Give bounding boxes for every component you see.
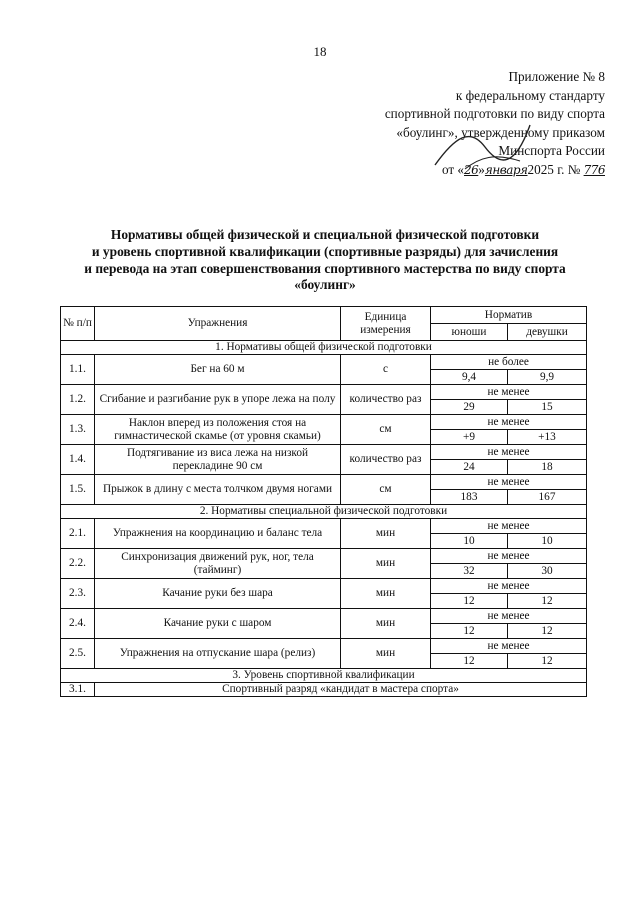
- norm-condition: не менее: [431, 519, 587, 534]
- exercise-name: Качание руки с шаром: [95, 609, 341, 639]
- unit-cell: количество раз: [341, 385, 431, 415]
- unit-cell: с: [341, 355, 431, 385]
- date-month: января: [484, 162, 528, 177]
- table-row: [61, 355, 587, 370]
- document-title: [40, 227, 610, 294]
- unit-cell: количество раз: [341, 445, 431, 475]
- girls-value: 30: [508, 564, 587, 579]
- date-prefix: от «: [441, 161, 465, 177]
- date-mid: »: [478, 161, 485, 177]
- qualification-text: Спортивный разряд «кандидат в мастера спорта»: [95, 683, 587, 697]
- date-day: 26: [464, 162, 479, 177]
- table-row: [61, 683, 587, 697]
- section-row: [61, 669, 587, 683]
- boys-value: 12: [431, 594, 508, 609]
- row-number: 1.5.: [61, 475, 95, 505]
- table-row: [61, 415, 587, 430]
- norm-condition: не менее: [431, 415, 587, 430]
- row-number: 3.1.: [61, 683, 95, 697]
- unit-cell: мин: [341, 549, 431, 579]
- unit-cell: мин: [341, 579, 431, 609]
- annex-line-3: спортивной подготовки по виду спорта: [384, 106, 605, 121]
- unit-cell: см: [341, 415, 431, 445]
- section-row: [61, 505, 587, 519]
- exercise-name: Бег на 60 м: [95, 355, 341, 385]
- boys-value: +9: [431, 430, 508, 445]
- boys-value: 9,4: [431, 370, 508, 385]
- row-number: 2.4.: [61, 609, 95, 639]
- row-number: 1.2.: [61, 385, 95, 415]
- girls-value: 167: [508, 490, 587, 505]
- norm-condition: не менее: [431, 639, 587, 654]
- row-number: 2.3.: [61, 579, 95, 609]
- exercise-name: Упражнения на отпускание шара (релиз): [95, 639, 341, 669]
- row-number: 2.1.: [61, 519, 95, 549]
- norm-condition: не менее: [431, 579, 587, 594]
- annex-header: [305, 68, 605, 179]
- girls-value: 9,9: [508, 370, 587, 385]
- section-title: 2. Нормативы специальной физической подготовки: [61, 505, 587, 519]
- title-line-3: и перевода на этап совершенствования спортивного мастерства по виду спорта: [84, 260, 566, 276]
- norms-table: [60, 306, 587, 697]
- exercise-name: Синхронизация движений рук, ног, тела (тайминг): [95, 549, 341, 579]
- annex-line-2: к федеральному стандарту: [455, 87, 605, 103]
- exercise-name: Упражнения на координацию и баланс тела: [95, 519, 341, 549]
- norm-condition: не менее: [431, 445, 587, 460]
- row-number: 1.1.: [61, 355, 95, 385]
- exercise-name: Прыжок в длину с места толчком двумя ногами: [95, 475, 341, 505]
- page-number: 18: [313, 44, 327, 59]
- header-girls: девушки: [508, 324, 587, 341]
- annex-line-5: Минспорта России: [498, 143, 605, 158]
- girls-value: 18: [508, 460, 587, 475]
- annex-line-4: «боулинг», утвержденному приказом: [396, 124, 605, 140]
- row-number: 2.2.: [61, 549, 95, 579]
- norm-condition: не менее: [431, 385, 587, 400]
- boys-value: 183: [431, 490, 508, 505]
- header-num: № п/п: [61, 307, 95, 341]
- title-line-2: и уровень спортивной квалификации (спортивные разряды) для зачисления: [91, 243, 559, 259]
- date-number: 776: [583, 162, 605, 177]
- section-row: [61, 341, 587, 355]
- header-norm: Норматив: [431, 307, 587, 324]
- girls-value: +13: [508, 430, 587, 445]
- boys-value: 32: [431, 564, 508, 579]
- norm-condition: не менее: [431, 609, 587, 624]
- table-row: [61, 639, 587, 654]
- section-title: 1. Нормативы общей физической подготовки: [61, 341, 587, 355]
- header-boys: юноши: [431, 324, 508, 341]
- boys-value: 10: [431, 534, 508, 549]
- table-row: [61, 609, 587, 624]
- girls-value: 12: [508, 624, 587, 639]
- norm-condition: не менее: [431, 549, 587, 564]
- date-year: 2025 г. №: [527, 161, 581, 177]
- exercise-name: Сгибание и разгибание рук в упоре лежа на полу: [95, 385, 341, 415]
- row-number: 1.3.: [61, 415, 95, 445]
- unit-cell: мин: [341, 519, 431, 549]
- header-exercise: Упражнения: [95, 307, 341, 341]
- table-row: [61, 385, 587, 400]
- annex-line-1: Приложение № 8: [508, 69, 605, 84]
- unit-cell: мин: [341, 639, 431, 669]
- girls-value: 12: [508, 594, 587, 609]
- table-row: [61, 579, 587, 594]
- row-number: 2.5.: [61, 639, 95, 669]
- girls-value: 15: [508, 400, 587, 415]
- section-title: 3. Уровень спортивной квалификации: [61, 669, 587, 683]
- header-unit: Единица измерения: [341, 307, 431, 341]
- unit-cell: мин: [341, 609, 431, 639]
- row-number: 1.4.: [61, 445, 95, 475]
- norm-condition: не более: [431, 355, 587, 370]
- boys-value: 24: [431, 460, 508, 475]
- norm-condition: не менее: [431, 475, 587, 490]
- table-row: [61, 519, 587, 534]
- table-row: [61, 475, 587, 490]
- annex-date-line: [305, 161, 605, 180]
- unit-cell: см: [341, 475, 431, 505]
- exercise-name: Наклон вперед из положения стоя на гимнастической скамье (от уровня скамьи): [95, 415, 341, 445]
- boys-value: 12: [431, 654, 508, 669]
- title-line-1: Нормативы общей физической и специальной физической подготовки: [110, 227, 540, 242]
- boys-value: 12: [431, 624, 508, 639]
- girls-value: 12: [508, 654, 587, 669]
- girls-value: 10: [508, 534, 587, 549]
- table-row: [61, 445, 587, 460]
- exercise-name: Подтягивание из виса лежа на низкой перекладине 90 см: [95, 445, 341, 475]
- boys-value: 29: [431, 400, 508, 415]
- exercise-name: Качание руки без шара: [95, 579, 341, 609]
- title-line-4: «боулинг»: [294, 277, 356, 293]
- table-row: [61, 549, 587, 564]
